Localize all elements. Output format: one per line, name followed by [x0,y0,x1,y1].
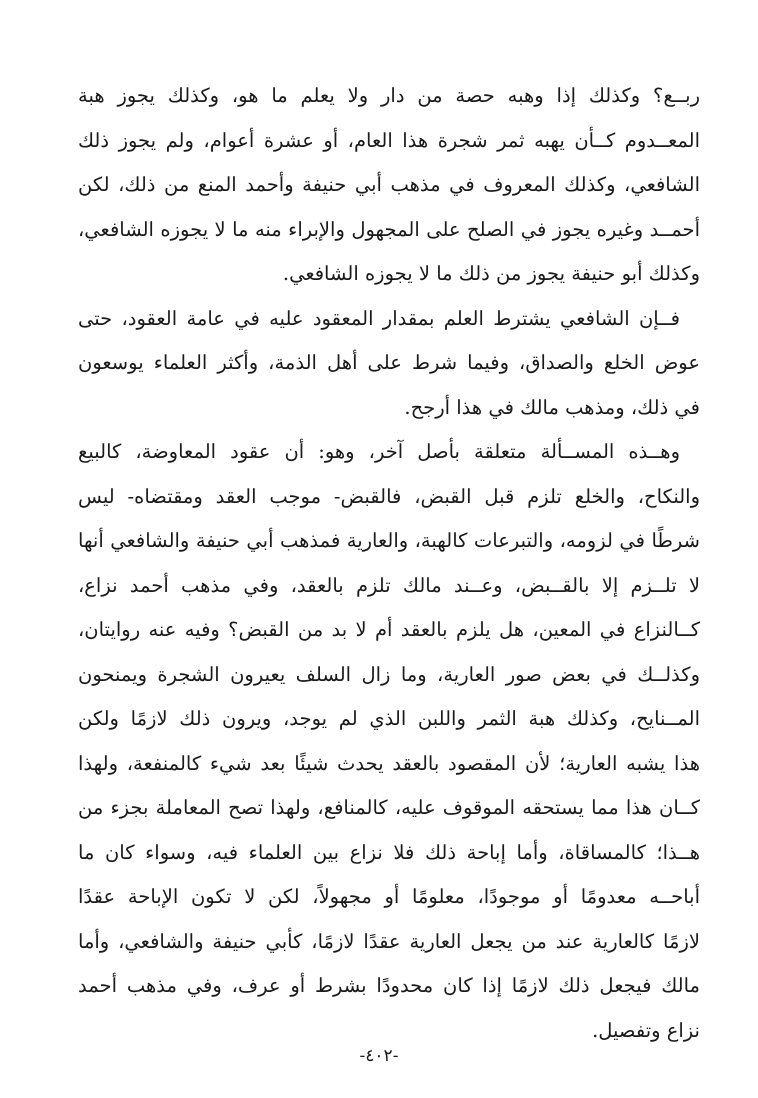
text-line: أحمــد وغيره يجوز في الصلح على المجهول والإبراء منه ما لا يجوزه الشافعي، [78,217,700,241]
text-line: لا تلــزم إلا بالقــبض، وعــند مالك تلزم بالعقد، وفي مذهب أحمد نزاع، [78,573,700,597]
text-line: أباحــه معدومًا أو موجودًا، معلومًا أو مجهولاً، لكن لا تكون الإباحة عقدًا [78,885,700,908]
text-line: هــذا؛ كالمساقاة، وأما إباحة ذلك فلا نزاع بين العلماء فيه، وسواء كان ما [78,840,700,864]
text-line: عوض الخلع والصداق، وفيما شرط على أهل الذمة، وأكثر العلماء يوسعون [78,351,700,374]
paragraph-2 [78,297,700,431]
text-line: لازمًا كالعارية عند من يجعل العارية عقدًا لازمًا، كأبي حنيفة والشافعي، وأما [78,929,700,953]
text-line: وكذلــك في بعض صور العارية، وما زال السلف يعيرون الشجرة ويمنحون [78,662,700,686]
text-line: كــالنزاع في المعين، هل يلزم بالعقد أم لا بد من القبض؟ وفيه عنه روايتان، [78,618,700,641]
paragraph-3 [78,430,700,1053]
text-line: المعــدوم كــأن يهبه ثمر شجرة هذا العام، أو عشرة أعوام، ولم يجوز ذلك [78,128,700,152]
page-number: -٤٠٢- [359,1046,399,1066]
text-line: هذا يشبه العارية؛ لأن المقصود بالعقد يحدث شيئًا بعد شيء كالمنفعة، ولهذا [78,751,700,775]
text-line: مالك فيجعل ذلك لازمًا إذا كان محدودًا بشرط أو عرف، وفي مذهب أحمد [78,974,700,997]
text-line: كــان هذا مما يستحقه الموقوف عليه، كالمنافع، ولهذا تصح المعاملة بجزء من [78,796,700,819]
text-line: ربــع؟ وكذلك إذا وهبه حصة من دار ولا يعلم ما هو، وكذلك يجوز هبة [78,84,700,107]
text-line: وهــذه المســألة متعلقة بأصل آخر، وهو: أن عقود المعاوضة، كالبيع [78,440,680,463]
text-line: شرطًا في لزومه، والتبرعات كالهبة، والعارية فمذهب أبي حنيفة والشافعي أنها [78,529,700,552]
text-line: والنكاح، والخلع تلزم قبل القبض، فالقبض- موجب العقد ومقتضاه- ليس [78,484,700,508]
text-line: فــإن الشافعي يشترط العلم بمقدار المعقود عليه في عامة العقود، حتى [78,306,680,330]
document-page [78,74,700,1053]
paragraph-1 [78,74,700,297]
text-line: نزاع وتفصيل. [592,1018,700,1042]
text-line: المــنايح، وكذلك هبة الثمر واللبن الذي لم يوجد، ويرون ذلك لازمًا ولكن [78,707,700,730]
text-line: الشافعي، وكذلك المعروف في مذهب أبي حنيفة وأحمد المنع من ذلك، لكن [78,173,700,196]
text-line: في ذلك، ومذهب مالك في هذا أرجح. [404,395,700,419]
text-line: وكذلك أبو حنيفة يجوز من ذلك ما لا يجوزه الشافعي. [282,262,700,285]
